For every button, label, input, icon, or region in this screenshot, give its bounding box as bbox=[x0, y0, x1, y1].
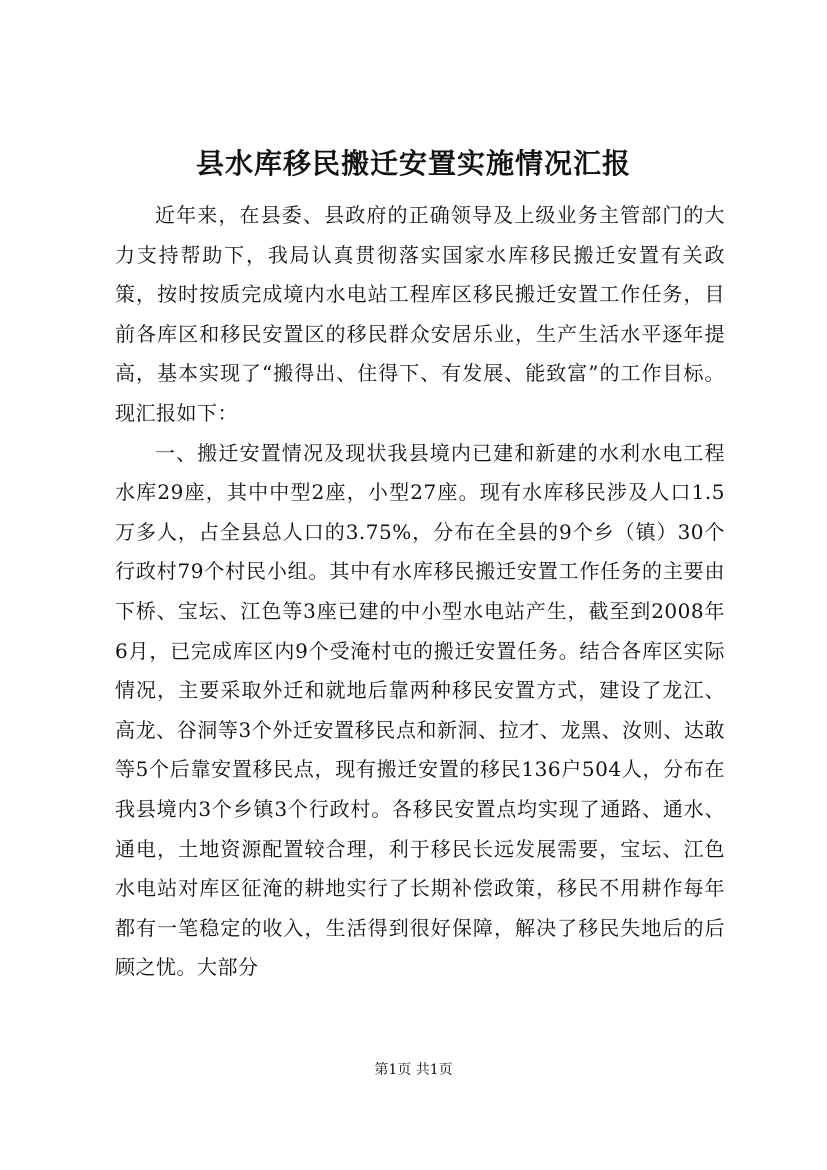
document-body bbox=[115, 196, 725, 988]
paragraph-intro: 近年来，在县委、县政府的正确领导及上级业务主管部门的大力支持帮助下，我局认真贯彻落实国家水库移民搬迁安置有关政策，按时按质完成境内水电站工程库区移民搬迁安置工作任务，目前各库区和移民安置区的移民群众安居乐业，生产生活水平逐年提高，基本实现了“搬得出、住得下、有发展、能致富”的工作目标。现汇报如下： bbox=[115, 203, 725, 425]
page-footer: 第1页 共1页 bbox=[374, 1062, 453, 1078]
paragraph-section-one: 一、搬迁安置情况及现状我县境内已建和新建的水利水电工程水库29座，其中中型2座，小型27座。现有水库移民涉及人口1.5万多人，占全县总人口的3.75%，分布在全县的9个乡（镇）30个行政村79个村民小组。其中有水库移民搬迁安置工作任务的主要由下桥、宝坛、江色等3座已建的中小型水电站产生，截至到2008年6月，已完成库区内9个受淹村屯的搬迁安置任务。结合各库区实际情况，主要采取外迁和就地后靠两种移民安置方式，建设了龙江、高龙、谷洞等3个外迁安置移民点和新洞、拉才、龙黑、汝则、达敢等5个后靠安置移民点，现有搬迁安置的移民136户504人，分布在我县境内3个乡镇3个行政村。各移民安置点均实现了通路、通水、通电，土地资源配置较合理，利于移民长远发展需要，宝坛、江色水电站对库区征淹的耕地实行了长期补偿政策，移民不用耕作每年都有一笔稳定的收入，生活得到很好保障，解决了移民失地后的后顾之忧。大部分 bbox=[115, 440, 725, 980]
document-title: 县水库移民搬迁安置实施情况汇报 bbox=[195, 147, 631, 180]
